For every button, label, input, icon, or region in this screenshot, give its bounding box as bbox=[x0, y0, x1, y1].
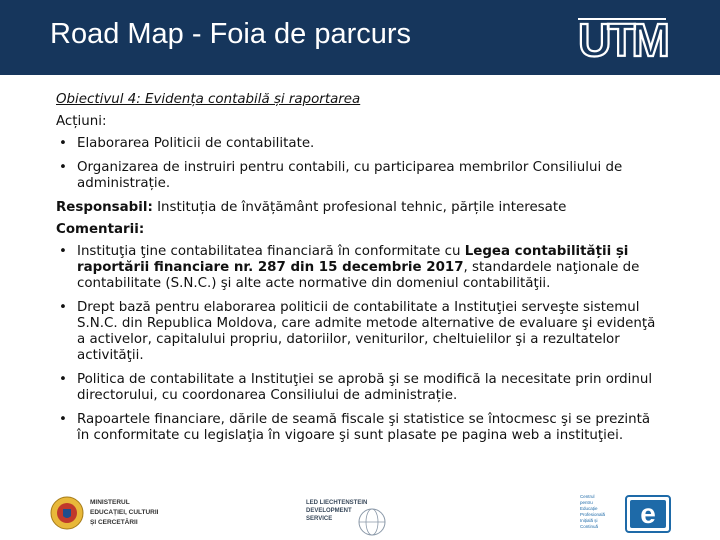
list-item-text: Elaborarea Politicii de contabilitate. bbox=[77, 136, 315, 151]
ministry-line-1: MINISTERUL bbox=[90, 499, 130, 506]
list-item: • Elaborarea Politicii de contabilitate. bbox=[59, 136, 315, 151]
centre-line-5: Inițială și bbox=[580, 518, 598, 523]
list-item-text: Rapoartele financiare, dările de seamă fiscale şi statistice se întocmesc şi se prezintă în conformitate cu legislaţia în vigoare şi sunt plasate pe pagina web a instituţiei. bbox=[77, 412, 651, 443]
centre-letter: e bbox=[640, 498, 656, 529]
comment-text-post: , standardele naţionale de contabilitate (S.N.C.) şi alte acte normative din domeniul contabilităţii. bbox=[77, 260, 640, 291]
list-item-text: Organizarea de instruiri pentru contabili, cu participarea membrilor Consiliului de administrație. bbox=[77, 160, 623, 191]
ministry-line-2: EDUCAȚIEI, CULTURII bbox=[90, 509, 159, 516]
utm-logo-text: UTM bbox=[578, 14, 666, 64]
list-item: • Politica de contabilitate a Instituţiei se aprobă şi se modifică la necesitate prin ordinul directorului, cu coordonarea Consiliului de administrație. bbox=[59, 372, 653, 403]
centre-line-6: Continuă bbox=[580, 524, 599, 529]
slide-body bbox=[56, 92, 666, 452]
led-logo bbox=[306, 496, 396, 538]
responsible-text: Instituția de învățământ profesional tehnic, părțile interesate bbox=[157, 200, 567, 215]
responsible-line bbox=[56, 200, 666, 216]
comments-label: Comentarii: bbox=[56, 222, 145, 237]
list-item: • Drept bază pentru elaborarea politicii de contabilitate a Instituţiei serveşte sistemul S.N.C. din Republica Moldova, care admite metode alternative de evaluare şi evidenţă a activelor, capitalului propriu, datoriilor, veniturilor, cheltuielilor şi a rezultatelor activităţii. bbox=[59, 300, 656, 363]
actions-list bbox=[56, 136, 666, 192]
responsible-label: Responsabil: bbox=[56, 200, 153, 215]
list-item-text: Politica de contabilitate a Instituţiei se aprobă şi se modifică la necesitate prin ordinul directorului, cu coordonarea Consiliului de administrație. bbox=[77, 372, 653, 403]
comments-list bbox=[56, 244, 666, 444]
actions-label: Acțiuni: bbox=[56, 114, 107, 129]
comment-text-pre: Instituţia ţine contabilitatea financiară în conformitate cu bbox=[77, 244, 465, 259]
centre-line-2: pentru bbox=[580, 500, 593, 505]
centre-line-1: Centrul bbox=[580, 494, 595, 499]
slide-title: Road Map - Foia de parcurs bbox=[50, 18, 412, 50]
list-item: • Instituţia ţine contabilitatea financiară în conformitate cu Legea contabilității și raportării financiare nr. 287 din 15 decembrie 2017, standardele naţionale de contabilitate (S.N.C.) şi alte acte normative din domeniul contabilităţii. bbox=[59, 244, 640, 291]
centre-line-4: Profesională bbox=[580, 512, 606, 517]
ministry-line-3: ȘI CERCETĂRII bbox=[90, 519, 138, 526]
list-item-text: Drept bază pentru elaborarea politicii de contabilitate a Instituţiei serveşte sistemul S.N.C. din Republica Moldova, care admite metode alternative de evaluare şi evidenţă a activelor, capitalului propriu, datoriilor, veniturilor, cheltuielilor şi a rezultatelor activităţii. bbox=[77, 300, 656, 363]
utm-logo bbox=[572, 10, 672, 64]
title-banner bbox=[0, 0, 720, 75]
led-line-1: LED LIECHTENSTEIN bbox=[306, 500, 368, 506]
centre-line-3: Educație bbox=[580, 506, 598, 511]
list-item: • Rapoartele financiare, dările de seamă fiscale şi statistice se întocmesc şi se prezintă în conformitate cu legislaţia în vigoare şi sunt plasate pe pagina web a instituţiei. bbox=[59, 412, 651, 443]
led-line-2: DEVELOPMENT bbox=[306, 508, 352, 514]
objective-heading: Obiectivul 4: Evidența contabilă și raportarea bbox=[56, 92, 361, 107]
list-item: • Organizarea de instruiri pentru contabili, cu participarea membrilor Consiliului de administrație. bbox=[59, 160, 623, 191]
ministry-logo bbox=[50, 492, 180, 534]
centre-logo bbox=[580, 492, 680, 536]
law-reference: Legea contabilității și raportării financiare nr. 287 din 15 decembrie 2017 bbox=[77, 244, 629, 275]
led-line-3: SERVICE bbox=[306, 516, 333, 522]
